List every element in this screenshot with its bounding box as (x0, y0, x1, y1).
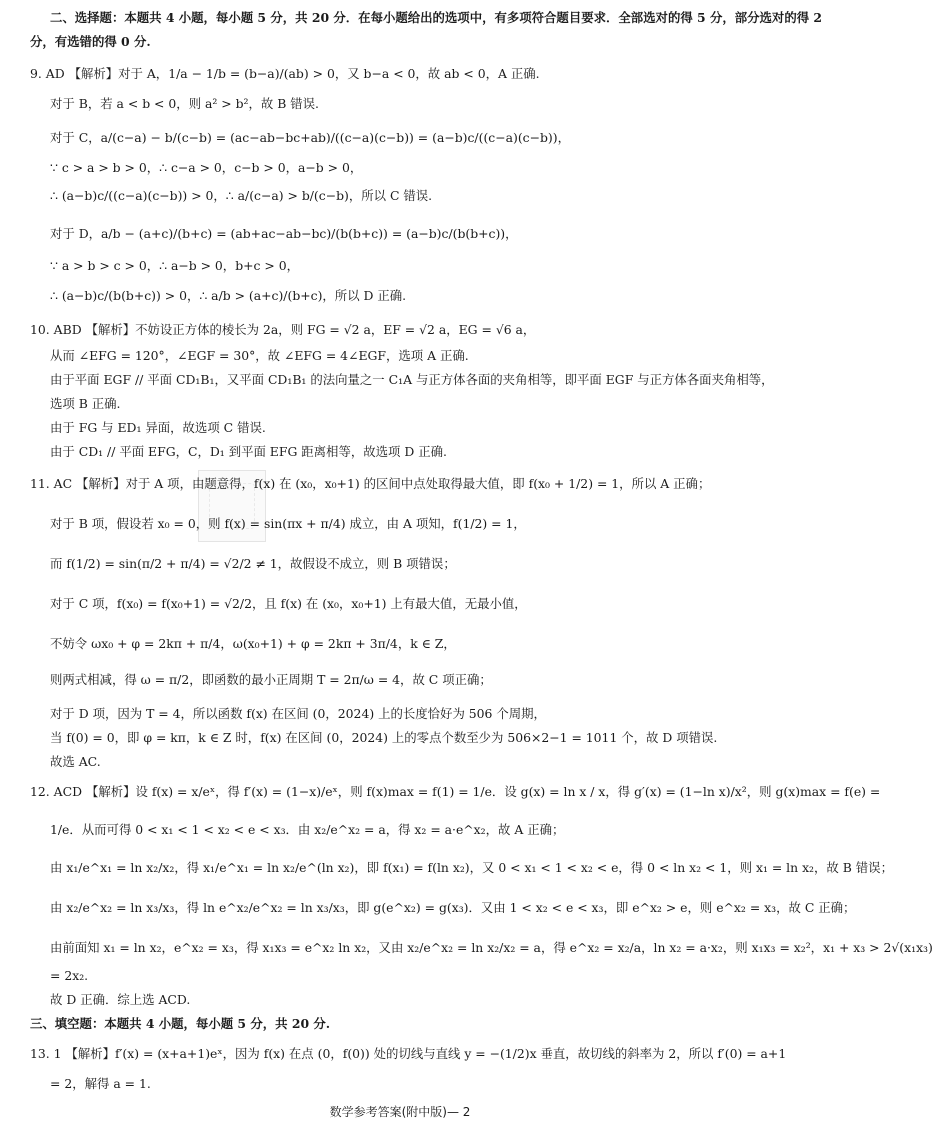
q9-line-5: ∴ (a−b)c/((c−a)(c−b)) > 0，∴ a/(c−a) > b/(c−b)，所以 C 错误. (50, 188, 433, 203)
q11-line-4: 对于 C 项，f(x₀) = f(x₀+1) = √2/2，且 f(x) 在 (x₀，x₀+1) 上有最大值，无最小值， (50, 596, 527, 611)
q12-line-2: 1/e．从而可得 0 < x₁ < 1 < x₂ < e < x₃．由 x₂/e^x₂ = a，得 x₂ = a·e^x₂，故 A 正确； (50, 822, 565, 837)
q10-line-5: 由于 FG 与 ED₁ 异面，故选项 C 错误. (50, 420, 266, 435)
q10-line-1: 10. ABD 【解析】不妨设正方体的棱长为 2a，则 FG = √2 a，EF = √2 a，EG = √6 a， (30, 322, 536, 337)
q11-line-7: 对于 D 项，因为 T = 4，所以函数 f(x) 在区间 (0，2024) 上的长度恰好为 506 个周期， (50, 706, 546, 721)
q12-line-4: 由 x₂/e^x₂ = ln x₃/x₃，得 ln e^x₂/e^x₂ = ln x₃/x₃，即 g(e^x₂) = g(x₃)．又由 1 < x₂ < e < x₃，即 e^x₂ > e，则 e^x₂ = x₃，故 C 正确； (50, 900, 856, 915)
q11-line-2: 对于 B 项，假设若 x₀ = 0，则 f(x) = sin(πx + π/4) 成立，由 A 项知，f(1/2) = 1， (50, 516, 526, 531)
section2-header: 二、选择题：本题共 4 小题，每小题 5 分，共 20 分．在每小题给出的选项中，有多项符合题目要求．全部选对的得 5 分，部分选对的得 2 (50, 10, 823, 25)
q12-line-3: 由 x₁/e^x₁ = ln x₂/x₂，得 x₁/e^x₁ = ln x₂/e^(ln x₂)，即 f(x₁) = f(ln x₂)，又 0 < x₁ < 1 < x₂ < e，得 0 < ln x₂ < 1，则 x₁ = ln x₂，故 B 错误； (50, 860, 893, 875)
q10-line-2: 从而 ∠EFG = 120°，∠EGF = 30°，故 ∠EFG = 4∠EGF，选项 A 正确. (50, 348, 469, 363)
q12-line-7: 故 D 正确．综上选 ACD. (50, 992, 191, 1007)
q12-line-5: 由前面知 x₁ = ln x₂，e^x₂ = x₃，得 x₁x₃ = e^x₂ ln x₂，又由 x₂/e^x₂ = ln x₂/x₂ = a，得 e^x₂ = x₂/a，ln x₂ = a·x₂，则 x₁x₃ = x₂²，x₁ + x₃ > 2√(x₁x₃) (50, 940, 933, 955)
q10-line-6: 由于 CD₁ // 平面 EFG，C，D₁ 到平面 EFG 距离相等，故选项 D 正确. (50, 444, 447, 459)
q13-line-2: = 2，解得 a = 1. (50, 1076, 151, 1091)
page-footer: 数学参考答案(附中版)— 2 (329, 1105, 471, 1119)
q9-line-2: 对于 B，若 a < b < 0，则 a² > b²，故 B 错误. (50, 96, 319, 111)
q9-line-7: ∵ a > b > c > 0，∴ a−b > 0，b+c > 0， (50, 258, 299, 273)
q11-line-9: 故选 AC. (50, 754, 101, 769)
section3-header: 三、填空题：本题共 4 小题，每小题 5 分，共 20 分. (30, 1016, 331, 1031)
q12-line-6: = 2x₂. (50, 968, 89, 983)
q9-line-1: 9. AD 【解析】对于 A，1/a − 1/b = (b−a)/(ab) > 0，又 b−a < 0，故 ab < 0，A 正确. (30, 66, 540, 81)
q10-line-4: 选项 B 正确. (50, 396, 121, 411)
section2-header-cont: 分，有选错的得 0 分. (30, 34, 151, 49)
q11-line-6: 则两式相减，得 ω = π/2，即函数的最小正周期 T = 2π/ω = 4，故 C 项正确； (50, 672, 492, 687)
q11-line-3: 而 f(1/2) = sin(π/2 + π/4) = √2/2 ≠ 1，故假设不成立，则 B 项错误； (50, 556, 456, 571)
q9-line-6: 对于 D，a/b − (a+c)/(b+c) = (ab+ac−ab−bc)/(b(b+c)) = (a−b)c/(b(b+c))， (50, 226, 518, 241)
q12-line-1: 12. ACD 【解析】设 f(x) = x/eˣ，得 f′(x) = (1−x)/eˣ，则 f(x)max = f(1) = 1/e．设 g(x) = ln x / x，得 g′(x) = (1−ln x)/x²，则 g(x)max = f(e) = (30, 784, 881, 799)
q9-line-8: ∴ (a−b)c/(b(b+c)) > 0，∴ a/b > (a+c)/(b+c)，所以 D 正确. (50, 288, 407, 303)
q11-line-1: 11. AC 【解析】对于 A 项，由题意得，f(x) 在 (x₀，x₀+1) 的区间中点处取得最大值，即 f(x₀ + 1/2) = 1，所以 A 正确； (30, 476, 711, 491)
q11-line-5: 不妨令 ωx₀ + φ = 2kπ + π/4，ω(x₀+1) + φ = 2kπ + 3π/4，k ∈ Z， (50, 636, 456, 651)
q9-line-3: 对于 C，a/(c−a) − b/(c−b) = (ac−ab−bc+ab)/((c−a)(c−b)) = (a−b)c/((c−a)(c−b))， (50, 130, 570, 145)
q9-line-4: ∵ c > a > b > 0，∴ c−a > 0，c−b > 0，a−b > 0， (50, 160, 363, 175)
q11-line-8: 当 f(0) = 0，即 φ = kπ，k ∈ Z 时，f(x) 在区间 (0，2024) 上的零点个数至少为 506×2−1 = 1011 个，故 D 项错误. (50, 730, 718, 745)
q10-line-3: 由于平面 EGF // 平面 CD₁B₁，又平面 CD₁B₁ 的法向量之一 C₁A 与正方体各面的夹角相等，即平面 EGF 与正方体各面夹角相等， (50, 372, 774, 387)
q13-line-1: 13. 1 【解析】f′(x) = (x+a+1)eˣ，因为 f(x) 在点 (0，f(0)) 处的切线与直线 y = −(1/2)x 垂直，故切线的斜率为 2，所以 f′(0) = a+1 (30, 1046, 787, 1061)
